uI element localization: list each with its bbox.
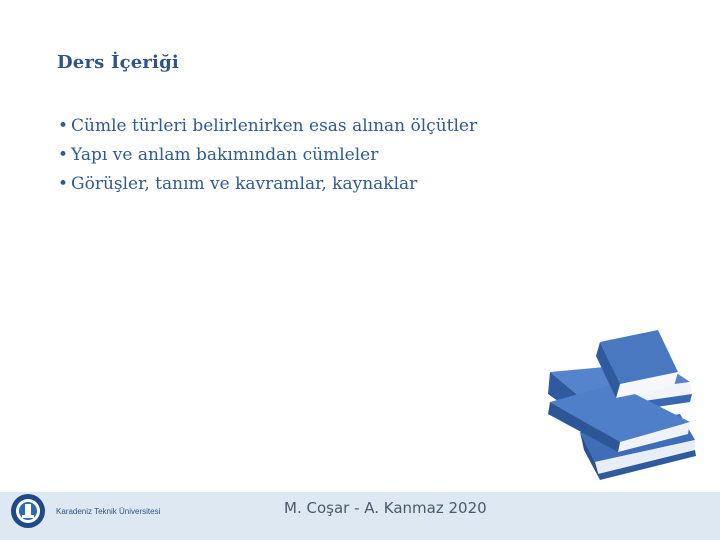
stack-of-books-image: [540, 322, 705, 484]
bullet-marker: •: [58, 116, 69, 136]
university-name: Karadeniz Teknik Üniversitesi: [56, 507, 161, 516]
bullet-text: Yapı ve anlam bakımından cümleler: [71, 145, 379, 165]
university-logo-icon: [10, 493, 46, 529]
bullet-list: [58, 112, 477, 199]
bullet-marker: •: [58, 174, 69, 194]
bullet-item: [58, 141, 477, 170]
bullet-text: Görüşler, tanım ve kavramlar, kaynaklar: [71, 174, 418, 194]
bullet-item: [58, 170, 477, 199]
bullet-marker: •: [58, 145, 69, 165]
bullet-item: [58, 112, 477, 141]
slide-title: Ders İçeriği: [57, 52, 179, 73]
author-line: M. Coşar - A. Kanmaz 2020: [284, 499, 487, 517]
bullet-text: Cümle türleri belirlenirken esas alınan ölçütler: [71, 116, 478, 136]
